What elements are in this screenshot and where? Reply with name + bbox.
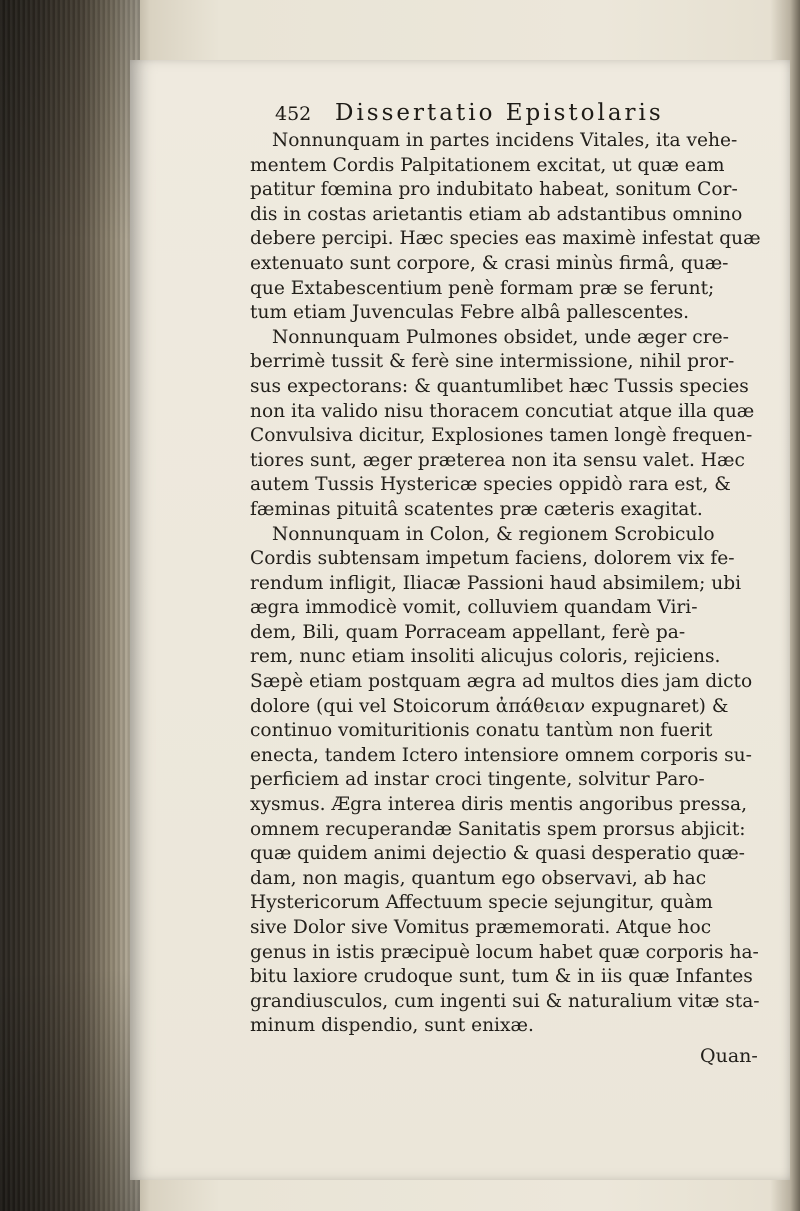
text-line: Cordis subtensam impetum faciens, dolorem vix fe- — [250, 548, 735, 570]
body-text — [250, 129, 792, 1039]
text-line: enecta, tandem Ictero intensiore omnem corporis su- — [250, 744, 752, 766]
text-line: tiores sunt, æger præterea non ita sensu valet. Hæc — [250, 449, 745, 471]
text-line: genus in istis præcipuè locum habet quæ corporis ha- — [250, 941, 759, 963]
text-line: grandiusculos, cum ingenti sui & naturalium vitæ sta- — [250, 990, 760, 1012]
text-line: mentem Cordis Palpitationem excitat, ut quæ eam — [250, 154, 725, 176]
text-line: xysmus. Ægra interea diris mentis angoribus pressa, — [250, 794, 748, 816]
page-number: 452 — [275, 103, 312, 125]
text-line: non ita valido nisu thoracem concutiat atque illa quæ — [250, 400, 755, 422]
text-line: fæminas pituitâ scatentes præ cæteris exagitat. — [250, 498, 703, 520]
book-binding-edge — [0, 0, 140, 1211]
text-line: Hystericorum Affectuum specie sejungitur, quàm — [250, 892, 713, 914]
text-line: Sæpè etiam postquam ægra ad multos dies jam dicto — [250, 671, 753, 693]
text-line: dolore (qui vel Stoicorum ἀπάθειαν expugnaret) & — [250, 695, 729, 717]
text-line: Nonnunquam Pulmones obsidet, unde æger cre- — [272, 326, 729, 348]
text-line: sive Dolor sive Vomitus præmemorati. Atque hoc — [250, 917, 712, 938]
text-line: berrimè tussit & ferè sine intermissione, nihil pror- — [250, 351, 735, 373]
text-line: rem, nunc etiam insoliti alicujus coloris, rejiciens. — [250, 646, 721, 668]
text-line: tum etiam Juvenculas Febre albâ pallescentes. — [250, 302, 690, 324]
text-line: dam, non magis, quantum ego observavi, ab hac — [250, 867, 707, 889]
text-line: ægra immodicè vomit, colluviem quandam Viri- — [250, 597, 698, 619]
text-line: quæ quidem animi dejectio & quasi desperatio quæ- — [250, 843, 745, 865]
text-line: patitur fœmina pro indubitato habeat, sonitum Cor- — [250, 179, 738, 201]
page-header — [275, 100, 755, 130]
text-line: que Extabescentium penè formam præ se ferunt; — [250, 277, 715, 299]
text-line: dem, Bili, quam Porraceam appellant, ferè pa- — [250, 621, 686, 643]
text-line: debere percipi. Hæc species eas maximè infestat quæ — [250, 228, 761, 250]
text-line: continuo vomituritionis conatu tantùm non fuerit — [250, 720, 713, 742]
text-line: omnem recuperandæ Sanitatis spem prorsus abjicit: — [250, 818, 746, 840]
text-line: dis in costas arietantis etiam ab adstantibus omnino — [250, 203, 743, 225]
text-line: autem Tussis Hystericæ species oppidò rara est, & — [250, 474, 731, 496]
text-line: extenuato sunt corpore, & crasi minùs firmâ, quæ- — [250, 252, 729, 274]
catchword: Quan- — [700, 1045, 758, 1067]
text-line: bitu laxiore crudoque sunt, tum & in iis quæ Infantes — [250, 966, 753, 988]
text-line: Nonnunquam in Colon, & regionem Scrobiculo — [272, 523, 715, 545]
running-head: Dissertatio Epistolaris — [335, 100, 664, 126]
text-line: Nonnunquam in partes incidens Vitales, ita vehe- — [272, 130, 738, 151]
text-line: rendum infligit, Iliacæ Passioni haud absimilem; ubi — [250, 572, 742, 594]
text-line: Convulsiva dicitur, Explosiones tamen longè frequen- — [250, 425, 753, 447]
text-line: sus expectorans: & quantumlibet hæc Tussis species — [250, 375, 749, 397]
text-line: minum dispendio, sunt enixæ. — [250, 1015, 534, 1037]
text-line: perficiem ad instar croci tingente, solvitur Paro- — [250, 769, 705, 791]
